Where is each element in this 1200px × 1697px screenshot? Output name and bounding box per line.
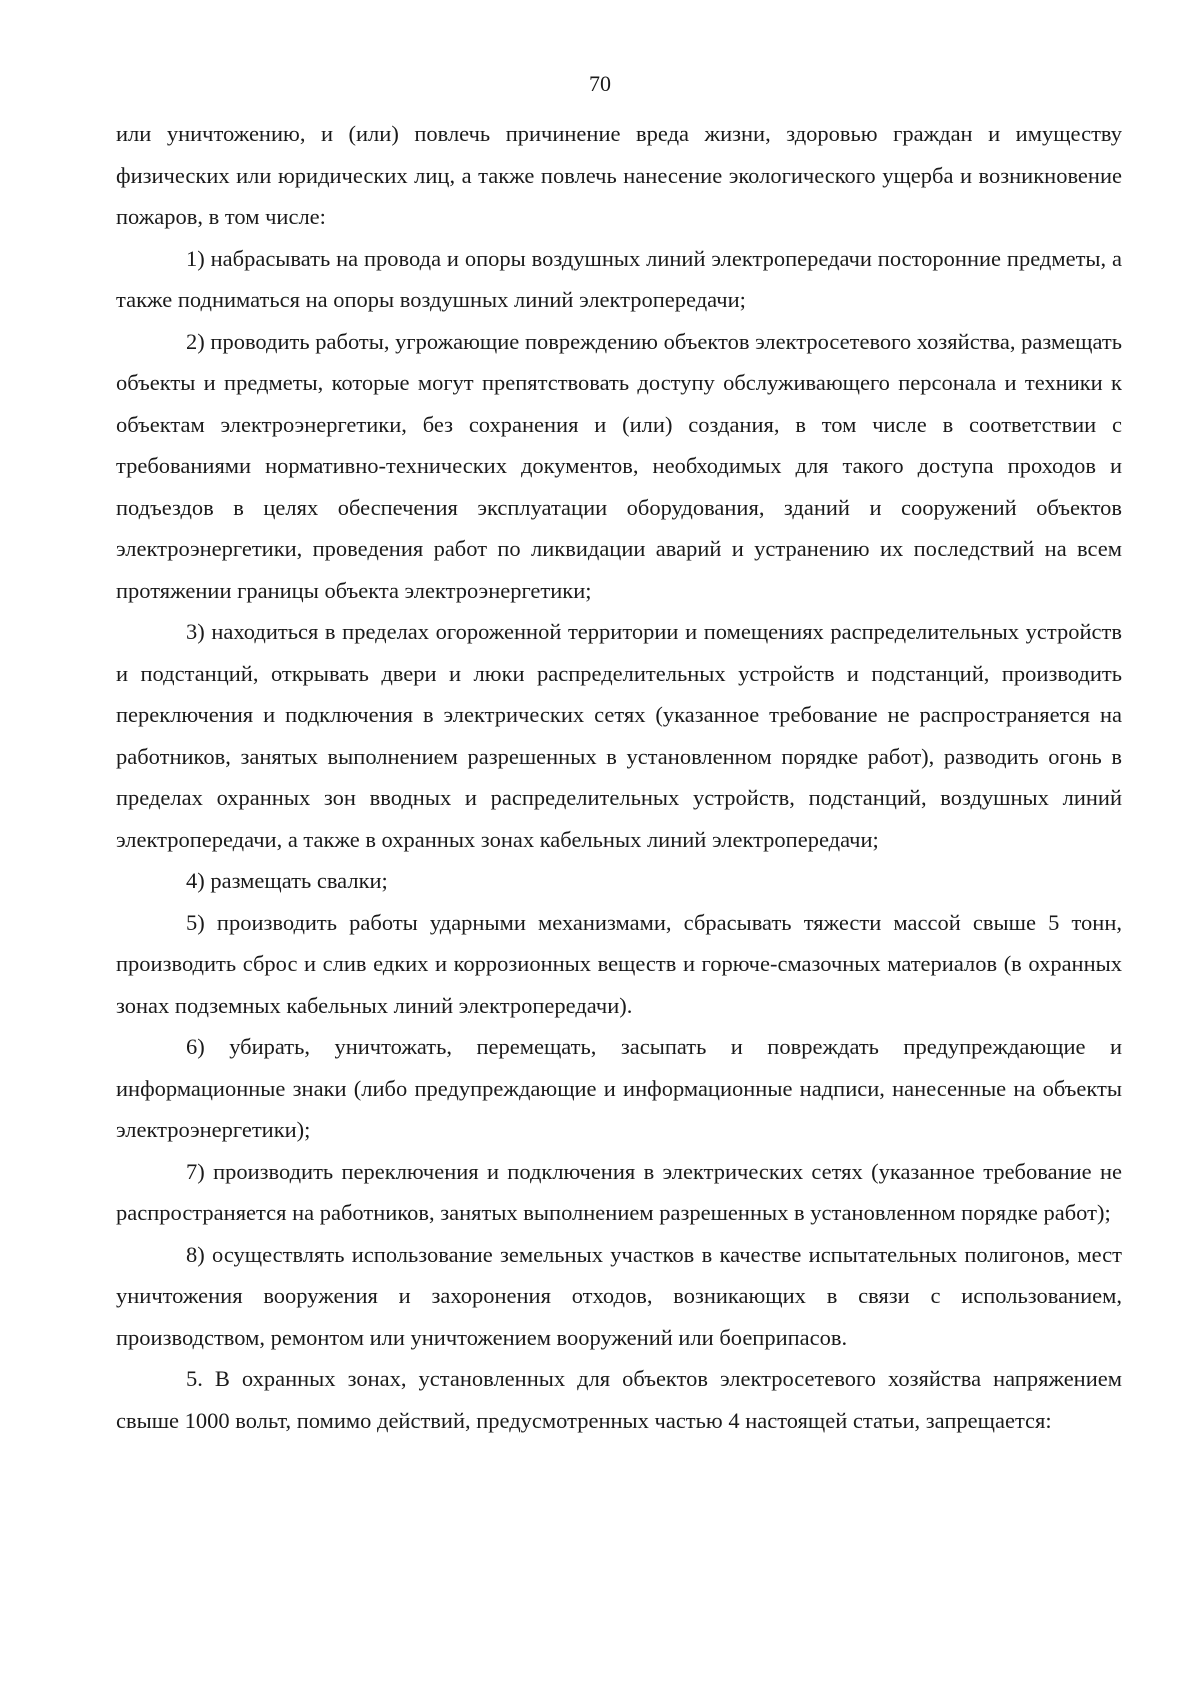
paragraph-item-2: 2) проводить работы, угрожающие повреждению объектов электросетевого хозяйства, размещать объекты и предметы, которые могут препятствовать доступу обслуживающего персонала и техники к объектам электроэнергетики, без сохранения и (или) создания, в том числе в соответствии с требованиями нормативно-технических документов, необходимых для такого доступа проходов и подъездов в целях обеспечения эксплуатации оборудования, зданий и сооружений объектов электроэнергетики, проведения работ по ликвидации аварий и устранению их последствий на всем протяжении границы объекта электроэнергетики; [116, 328, 1122, 603]
paragraph-item-6: 6) убирать, уничтожать, перемещать, засыпать и повреждать предупреждающие и информационные знаки (либо предупреждающие и информационные надписи, нанесенные на объекты электроэнергетики); [116, 1034, 1122, 1142]
page-number: 70 [589, 71, 611, 96]
paragraph-section-5: 5. В охранных зонах, установленных для объектов электросетевого хозяйства напряжением свыше 1000 вольт, помимо действий, предусмотренных частью 4 настоящей статьи, запрещается: [116, 1366, 1122, 1433]
document-body [116, 113, 1122, 1441]
paragraph-continuation: или уничтожению, и (или) повлечь причинение вреда жизни, здоровью граждан и имуществу физических или юридических лиц, а также повлечь нанесение экологического ущерба и возникновение пожаров, в том числе: [116, 121, 1122, 229]
paragraph-item-5: 5) производить работы ударными механизмами, сбрасывать тяжести массой свыше 5 тонн, производить сброс и слив едких и коррозионных веществ и горюче-смазочных материалов (в охранных зонах подземных кабельных линий электропередачи). [116, 909, 1122, 1018]
paragraph-item-7: 7) производить переключения и подключения в электрических сетях (указанное требование не распространяется на работников, занятых выполнением разрешенных в установленном порядке работ); [116, 1158, 1122, 1225]
paragraph-item-1: 1) набрасывать на провода и опоры воздушных линий электропередачи посторонние предметы, а также подниматься на опоры воздушных линий электропередачи; [116, 245, 1122, 312]
paragraph-item-8: 8) осуществлять использование земельных участков в качестве испытательных полигонов, мест уничтожения вооружения и захоронения отходов, возникающих в связи с использованием, производством, ремонтом или уничтожением вооружений или боеприпасов. [116, 1241, 1122, 1350]
paragraph-item-4: 4) размещать свалки; [186, 868, 388, 893]
paragraph-item-3: 3) находиться в пределах огороженной территории и помещениях распределительных устройств и подстанций, открывать двери и люки распределительных устройств и подстанций, производить переключения и подключения в электрических сетях (указанное требование не распространяется на работников, занятых выполнением разрешенных в установленном порядке работ), разводить огонь в пределах охранных зон вводных и распределительных устройств, подстанций, воздушных линий электропередачи, а также в охранных зонах кабельных линий электропередачи; [116, 619, 1122, 852]
